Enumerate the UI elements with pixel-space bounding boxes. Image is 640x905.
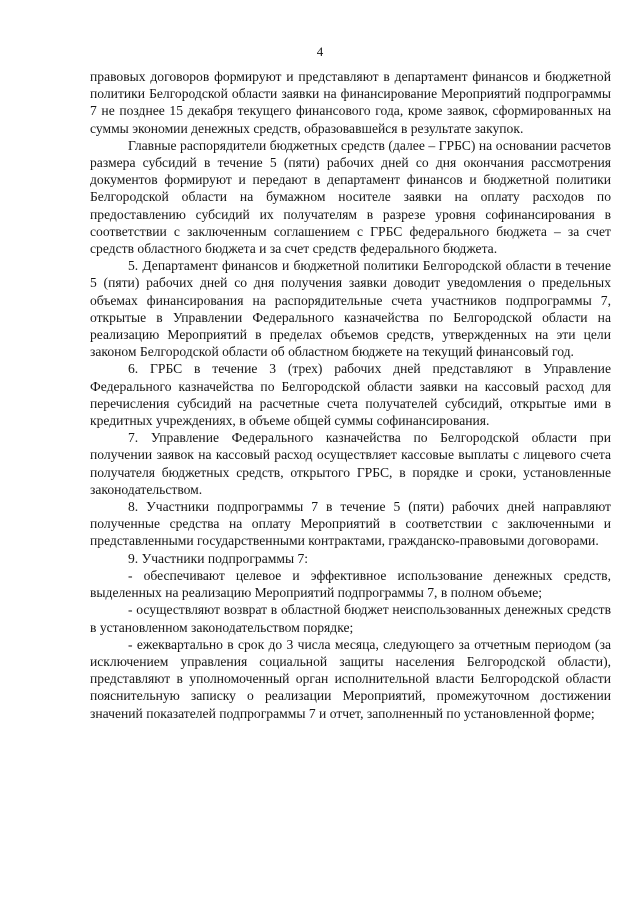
- list-item-quarterly-report: - ежеквартально в срок до 3 числа месяца, следующего за отчетным периодом (за исключением управления социальной защиты населения Белгородской области), представляют в уполномоченный орган исполнительной власти Белгородской области пояснительную записку о реализации Мероприятий, промежуточном достижении значений показателей подпрограммы 7 и отчет, заполненный по установленной форме;: [90, 636, 611, 721]
- document-body: [90, 68, 611, 722]
- paragraph-item-5: 5. Департамент финансов и бюджетной политики Белгородской области в течение 5 (пяти) рабочих дней со дня получения заявки доводит уведомления о предельных объемах финансирования на распорядительные счета участников подпрограммы 7, открытые в Управлении Федерального казначейства по Белгородской области на реализацию Мероприятий в пределах объемов средств, утвержденных на эти цели законом Белгородской области об областном бюджете на текущий финансовый год.: [90, 258, 611, 360]
- list-item-return-funds: - осуществляют возврат в областной бюджет неиспользованных денежных средств в установленном законодательством порядке;: [90, 602, 611, 635]
- list-item-target-use: - обеспечивают целевое и эффективное использование денежных средств, выделенных на реализацию Мероприятий подпрограммы 7, в полном объеме;: [90, 567, 611, 601]
- paragraph-item-9: 9. Участники подпрограммы 7:: [128, 550, 309, 566]
- paragraph-item-8: 8. Участники подпрограммы 7 в течение 5 (пяти) рабочих дней направляют полученные средства на оплату Мероприятий в соответствии с заключенными и представленными государственными контрактами, гражданско-правовыми договорами.: [90, 499, 611, 549]
- paragraph-item-6: 6. ГРБС в течение 3 (трех) рабочих дней представляют в Управление Федерального казначейства по Белгородской области заявки на кассовый расход для перечисления субсидий на расчетные счета получателей субсидий, открытые ими в кредитных учреждениях, в объеме общей суммы софинансирования.: [90, 361, 611, 429]
- paragraph-item-7: 7. Управление Федерального казначейства по Белгородской области при получении заявок на кассовый расход осуществляет кассовые выплаты с лицевого счета получателя бюджетных средств, открытого ГРБС, в порядке и сроки, установленные законодательством.: [90, 430, 611, 497]
- paragraph-grbs-applications: Главные распорядители бюджетных средств (далее – ГРБС) на основании расчетов размера субсидий в течение 5 (пяти) рабочих дней со дня окончания рассмотрения документов формируют и передают в департамент финансов и бюджетной политики Белгородской области на бумажном носителе заявки на оплату расходов по предоставлению субсидий их получателям в разрезе уровня софинансирования в соответствии с заключенным соглашением с ГРБС федерального бюджета – за счет средств областного бюджета и за счет средств федерального бюджета.: [90, 137, 611, 257]
- paragraph-contracts-submission: правовых договоров формируют и представляют в департамент финансов и бюджетной политики Белгородской области заявки на финансирование Мероприятий подпрограммы 7 не позднее 15 декабря текущего финансового года, кроме заявок, сформированных на суммы экономии денежных средств, образовавшейся в результате закупок.: [90, 69, 611, 136]
- page-number: 4: [316, 44, 324, 59]
